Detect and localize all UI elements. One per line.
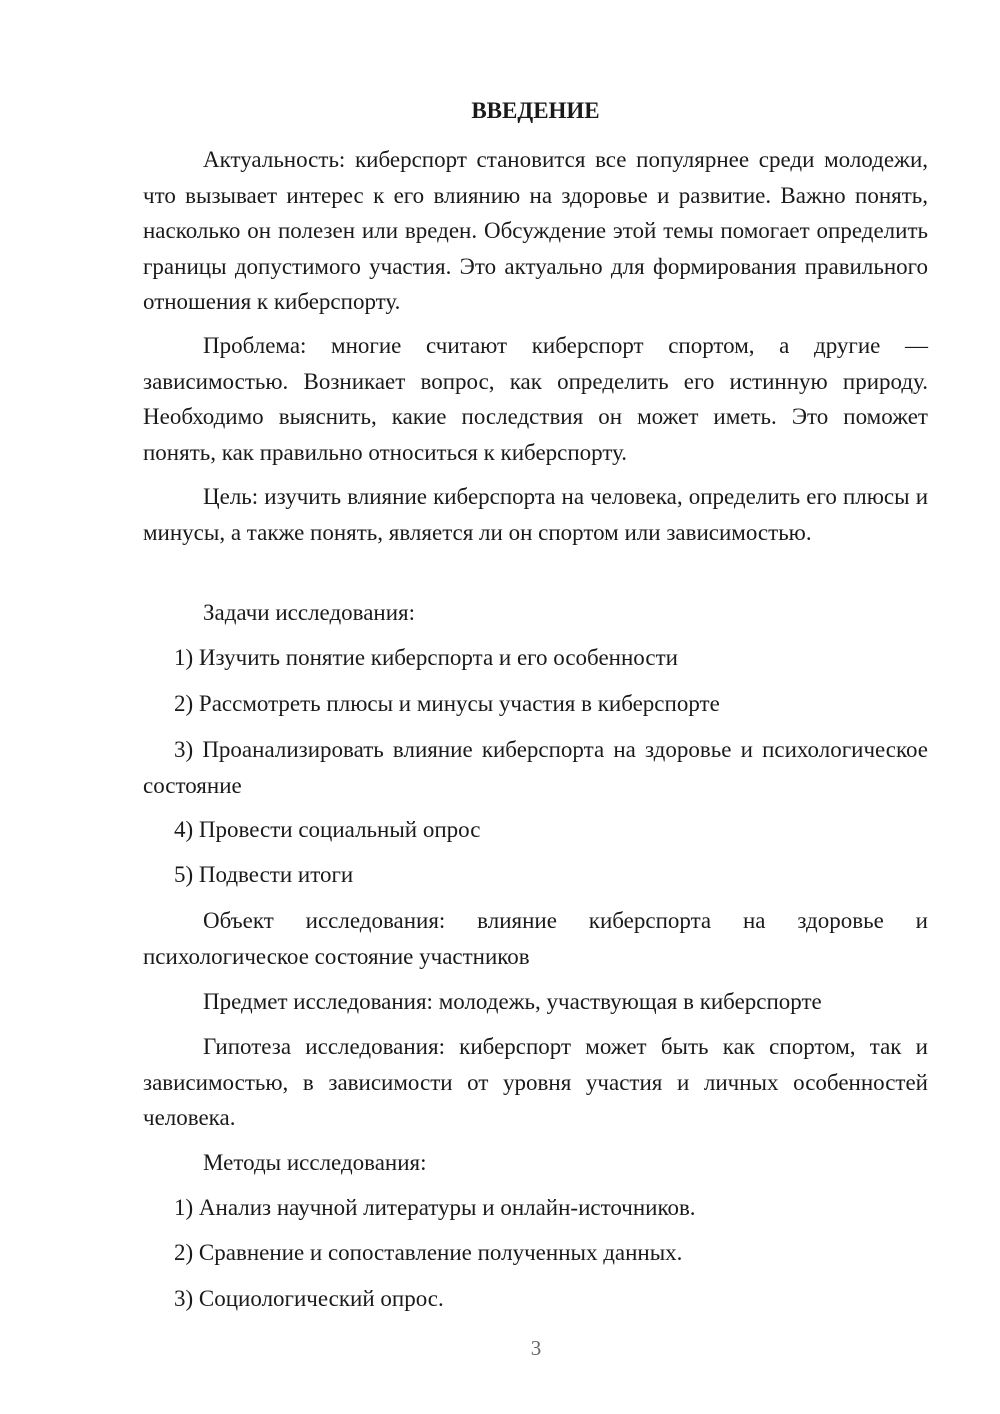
subject-paragraph: Предмет исследования: молодежь, участвующая в киберспорте <box>203 989 822 1014</box>
tasks-heading: Задачи исследования: <box>203 600 416 625</box>
task-item-2: 2) Рассмотреть плюсы и минусы участия в киберспорте <box>174 691 720 716</box>
problem-paragraph: Проблема: многие считают киберспорт спортом, а другие — зависимостью. Возникает вопрос, как определить его истинную природу. Необходимо выяснить, какие последствия он может иметь. Это поможет понять, как правильно относиться к киберспорту. <box>143 333 928 465</box>
page-title: ВВЕДЕНИЕ <box>471 98 600 123</box>
methods-heading: Методы исследования: <box>203 1150 427 1175</box>
task-item-3: 3) Проанализировать влияние киберспорта на здоровье и психологическое состояние <box>143 737 928 798</box>
goal-paragraph: Цель: изучить влияние киберспорта на человека, определить его плюсы и минусы, а также понять, является ли он спортом или зависимостью. <box>143 484 928 545</box>
relevance-paragraph: Актуальность: киберспорт становится все популярнее среди молодежи, что вызывает интерес к его влиянию на здоровье и развитие. Важно понять, насколько он полезен или вреден. Обсуждение этой темы помогает определить границы допустимого участия. Это актуально для формирования правильного отношения к киберспорту. <box>143 147 928 314</box>
method-item-1: 1) Анализ научной литературы и онлайн-источников. <box>174 1195 696 1220</box>
page-number: 3 <box>530 1336 542 1360</box>
method-item-3: 3) Социологический опрос. <box>174 1286 444 1311</box>
task-item-5: 5) Подвести итоги <box>174 862 354 887</box>
hypothesis-paragraph: Гипотеза исследования: киберспорт может быть как спортом, так и зависимостью, в зависимости от уровня участия и личных особенностей человека. <box>143 1034 928 1130</box>
method-item-2: 2) Сравнение и сопоставление полученных данных. <box>174 1240 683 1265</box>
object-paragraph: Объект исследования: влияние киберспорта на здоровье и психологическое состояние участников <box>143 908 928 969</box>
task-item-4: 4) Провести социальный опрос <box>174 817 481 842</box>
task-item-1: 1) Изучить понятие киберспорта и его особенности <box>174 645 678 670</box>
